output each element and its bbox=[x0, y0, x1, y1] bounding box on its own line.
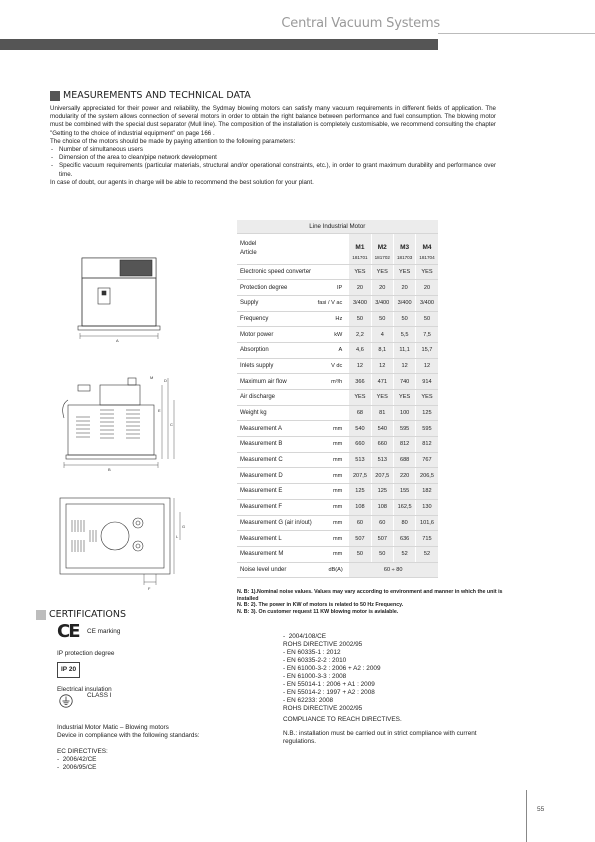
row-label: Motor power bbox=[237, 327, 315, 343]
row-value: 5,5 bbox=[393, 327, 415, 343]
row-value: YES bbox=[393, 390, 415, 406]
row-value: 471 bbox=[371, 374, 393, 390]
list-item: - 2004/108/CE bbox=[283, 633, 326, 640]
row-value: 12 bbox=[349, 358, 371, 374]
row-label: Weight kg bbox=[237, 405, 315, 421]
row-unit: mm bbox=[315, 421, 349, 437]
row-label: Measurement D bbox=[237, 468, 315, 484]
noise-value: 60 ÷ 80 bbox=[349, 562, 438, 578]
parameter-list bbox=[50, 146, 496, 179]
table-row bbox=[237, 546, 438, 562]
table-row bbox=[237, 295, 438, 311]
list-item: - Specific vacuum requirements (particular materials, structural and/or operational constraints, etc.), in order to grant maximum durability and performance over time. bbox=[50, 162, 496, 178]
table-notes bbox=[237, 589, 507, 616]
table-row bbox=[237, 405, 438, 421]
row-value: 81 bbox=[371, 405, 393, 421]
spec-table bbox=[237, 220, 438, 578]
note-2: N. B: 2). The power in KW of motors is related to 50 Hz Frequency. bbox=[237, 602, 404, 609]
row-value: 12 bbox=[371, 358, 393, 374]
row-value: 540 bbox=[371, 421, 393, 437]
row-value: 8,1 bbox=[371, 342, 393, 358]
row-value: 740 bbox=[393, 374, 415, 390]
row-unit: IP bbox=[315, 280, 349, 296]
intro-paragraph-3: In case of doubt, our agents in charge will be able to recommend the best solution for your plant. bbox=[50, 178, 314, 186]
row-unit: mm bbox=[315, 484, 349, 500]
row-label: Protection degree bbox=[237, 280, 315, 296]
model-header: M3 bbox=[393, 233, 415, 251]
row-value: 688 bbox=[393, 452, 415, 468]
table-row bbox=[237, 437, 438, 453]
noise-label: Noise level under bbox=[237, 562, 315, 578]
spec-table-caption: Line Industrial Motor bbox=[237, 220, 438, 233]
table-row bbox=[237, 280, 438, 296]
row-value: YES bbox=[393, 264, 415, 280]
row-value: 15,7 bbox=[416, 342, 438, 358]
model-header: M1 bbox=[349, 233, 371, 251]
motor-drawing bbox=[50, 240, 230, 595]
row-unit: mm bbox=[315, 452, 349, 468]
row-unit bbox=[315, 390, 349, 406]
row-unit: V dc bbox=[315, 358, 349, 374]
intro-text bbox=[50, 105, 496, 187]
certifications-right bbox=[283, 633, 498, 746]
row-unit: A bbox=[315, 342, 349, 358]
installation-note: N.B.: installation must be carried out in strict compliance with current regulations. bbox=[283, 730, 477, 745]
row-value: 207,5 bbox=[371, 468, 393, 484]
ec-title: EC DIRECTIVES: bbox=[57, 748, 108, 755]
row-label: Measurement C bbox=[237, 452, 315, 468]
row-label: Supply bbox=[237, 295, 315, 311]
row-unit: mm bbox=[315, 437, 349, 453]
row-unit: kW bbox=[315, 327, 349, 343]
row-value: 11,1 bbox=[393, 342, 415, 358]
row-value: 20 bbox=[393, 280, 415, 296]
ce-label: CE marking bbox=[87, 628, 121, 635]
row-value: 130 bbox=[416, 499, 438, 515]
row-value: YES bbox=[416, 390, 438, 406]
dim-label-d: D bbox=[164, 378, 167, 383]
row-value: 50 bbox=[349, 546, 371, 562]
row-value: 540 bbox=[349, 421, 371, 437]
row-label: Electronic speed converter bbox=[237, 264, 315, 280]
table-row bbox=[237, 311, 438, 327]
list-item: - Number of simultaneous users bbox=[50, 146, 496, 154]
noise-row bbox=[237, 562, 438, 578]
article-code: 181702 bbox=[371, 251, 393, 264]
row-unit bbox=[315, 405, 349, 421]
dim-label-b: B bbox=[108, 467, 111, 472]
list-item: - EN 55014-1 : 2006 + A1 : 2009 bbox=[283, 681, 375, 688]
row-label: Air discharge bbox=[237, 390, 315, 406]
row-label: Measurement B bbox=[237, 437, 315, 453]
certifications-heading bbox=[36, 609, 126, 620]
section-header-title: Central Vacuum Systems bbox=[281, 16, 440, 31]
noise-unit: dB(A) bbox=[315, 562, 349, 578]
page-number-rule bbox=[526, 790, 527, 842]
intro-paragraph-1: Universally appreciated for their power and reliability, the Sydmay blowing motors can satisfy many vacuum requirements in different fields of application. The modularity of the system allows connection of several motors in order to obtain the right balance between performance and fuel consumption. The blowing motor must be combined with the special dust separator (Mull line). The composition of the installation is completely customisable, we recommend consulting the chapter "Getting to the choice of industrial equipment" on page 166 . bbox=[50, 105, 496, 137]
row-value: YES bbox=[349, 264, 371, 280]
model-label: Model bbox=[240, 240, 257, 247]
row-unit: fasi / V ac bbox=[315, 295, 349, 311]
row-value: 52 bbox=[393, 546, 415, 562]
table-row bbox=[237, 327, 438, 343]
dim-label-l: L bbox=[176, 534, 179, 539]
row-value: 767 bbox=[416, 452, 438, 468]
list-item: - EN 60335-1 : 2012 bbox=[283, 649, 341, 656]
row-value: 206,5 bbox=[416, 468, 438, 484]
row-value: 20 bbox=[371, 280, 393, 296]
row-label: Measurement L bbox=[237, 531, 315, 547]
row-value: 513 bbox=[371, 452, 393, 468]
ce-mark-icon: CE bbox=[57, 621, 79, 642]
dim-label-m: M bbox=[150, 375, 154, 380]
insulation-class: CLASS I bbox=[87, 692, 112, 699]
row-value: 125 bbox=[416, 405, 438, 421]
row-value: 50 bbox=[393, 311, 415, 327]
model-header: M2 bbox=[371, 233, 393, 251]
row-label: Absorption bbox=[237, 342, 315, 358]
row-value: YES bbox=[371, 390, 393, 406]
list-item: - EN 62233: 2008 bbox=[283, 697, 334, 704]
dim-label-a: A bbox=[116, 338, 119, 343]
list-item: - 2006/95/CE bbox=[57, 764, 97, 771]
row-value: 812 bbox=[393, 437, 415, 453]
row-value: 68 bbox=[349, 405, 371, 421]
row-value: 20 bbox=[349, 280, 371, 296]
table-row bbox=[237, 390, 438, 406]
row-value: 595 bbox=[416, 421, 438, 437]
row-value: 182 bbox=[416, 484, 438, 500]
row-value: 50 bbox=[416, 311, 438, 327]
row-value: 366 bbox=[349, 374, 371, 390]
row-value: 125 bbox=[371, 484, 393, 500]
table-row bbox=[237, 264, 438, 280]
ip-badge: IP 20 bbox=[57, 662, 80, 678]
dim-label-c: C bbox=[170, 422, 173, 427]
row-unit: m³/h bbox=[315, 374, 349, 390]
table-row bbox=[237, 374, 438, 390]
device-text: Device in compliance with the following standards: bbox=[57, 732, 200, 739]
header-rule bbox=[438, 33, 595, 34]
row-label: Measurement E bbox=[237, 484, 315, 500]
article-code: 181701 bbox=[349, 251, 371, 264]
article-label: Article bbox=[240, 249, 257, 256]
note-1: N. B: 1).Nominal noise values. Values may vary according to environment and manner in which the unit is installed bbox=[237, 589, 503, 602]
row-value: 513 bbox=[349, 452, 371, 468]
model-article-labels bbox=[237, 233, 349, 264]
table-row bbox=[237, 468, 438, 484]
insulation-title: Electrical insulation bbox=[57, 686, 112, 693]
motor-title: Industrial Motor Matic – Blowing motors bbox=[57, 724, 169, 731]
row-value: 660 bbox=[349, 437, 371, 453]
table-row bbox=[237, 421, 438, 437]
row-value: 101,6 bbox=[416, 515, 438, 531]
row-value: 3/400 bbox=[349, 295, 371, 311]
header-bar bbox=[0, 39, 438, 50]
technical-drawings bbox=[50, 240, 230, 595]
ce-marking-row bbox=[57, 621, 257, 642]
list-item: - EN 61000-3-2 : 2006 + A2 : 2009 bbox=[283, 665, 381, 672]
heading-square-icon bbox=[36, 610, 46, 620]
row-value: YES bbox=[371, 264, 393, 280]
rohs-title: ROHS DIRECTIVE 2002/95 bbox=[283, 641, 363, 648]
row-unit: Hz bbox=[315, 311, 349, 327]
row-value: 595 bbox=[393, 421, 415, 437]
row-label: Measurement F bbox=[237, 499, 315, 515]
row-value: 636 bbox=[393, 531, 415, 547]
row-value: 12 bbox=[393, 358, 415, 374]
reach-text: COMPLIANCE TO REACH DIRECTIVES. bbox=[283, 716, 402, 723]
insulation-row bbox=[57, 694, 257, 708]
row-value: 7,5 bbox=[416, 327, 438, 343]
row-value: 207,5 bbox=[349, 468, 371, 484]
row-unit: mm bbox=[315, 499, 349, 515]
dim-label-g: G bbox=[182, 524, 186, 529]
row-label: Measurement G (air in/out) bbox=[237, 515, 315, 531]
article-code: 181704 bbox=[416, 251, 438, 264]
row-value: 125 bbox=[349, 484, 371, 500]
row-unit bbox=[315, 264, 349, 280]
row-value: 2,2 bbox=[349, 327, 371, 343]
table-row bbox=[237, 515, 438, 531]
rohs-title-2: ROHS DIRECTIVE 2002/95 bbox=[283, 705, 363, 712]
row-value: 3/400 bbox=[393, 295, 415, 311]
row-value: 20 bbox=[416, 280, 438, 296]
row-value: 108 bbox=[371, 499, 393, 515]
row-value: 52 bbox=[416, 546, 438, 562]
table-row bbox=[237, 531, 438, 547]
row-value: 4 bbox=[371, 327, 393, 343]
row-value: 4,6 bbox=[349, 342, 371, 358]
certifications-title: CERTIFICATIONS bbox=[49, 609, 127, 620]
intro-paragraph-2: The choice of the motors should be made by paying attention to the following parameters: bbox=[50, 137, 296, 145]
row-value: 50 bbox=[371, 546, 393, 562]
list-item: - EN 60335-2-2 : 2010 bbox=[283, 657, 347, 664]
row-label: Maximum air flow bbox=[237, 374, 315, 390]
row-value: 100 bbox=[393, 405, 415, 421]
list-item: - EN 61000-3-3 : 2008 bbox=[283, 673, 347, 680]
ip-title: IP protection degree bbox=[57, 650, 115, 657]
article-code: 181703 bbox=[393, 251, 415, 264]
spec-rows bbox=[237, 264, 438, 562]
row-value: 914 bbox=[416, 374, 438, 390]
page-number: 55 bbox=[537, 806, 545, 813]
certifications-left bbox=[57, 621, 257, 772]
row-value: 50 bbox=[371, 311, 393, 327]
row-value: 812 bbox=[416, 437, 438, 453]
row-value: 60 bbox=[371, 515, 393, 531]
row-value: 60 bbox=[349, 515, 371, 531]
row-value: 3/400 bbox=[416, 295, 438, 311]
table-row bbox=[237, 452, 438, 468]
row-unit: mm bbox=[315, 531, 349, 547]
table-row bbox=[237, 342, 438, 358]
table-row bbox=[237, 499, 438, 515]
row-value: 220 bbox=[393, 468, 415, 484]
row-value: 660 bbox=[371, 437, 393, 453]
row-value: 507 bbox=[349, 531, 371, 547]
row-label: Measurement A bbox=[237, 421, 315, 437]
note-3: N. B: 3). On customer request 11 KW blowing motor is avialable. bbox=[237, 609, 399, 616]
row-value: 715 bbox=[416, 531, 438, 547]
row-value: 80 bbox=[393, 515, 415, 531]
table-row bbox=[237, 484, 438, 500]
row-unit: mm bbox=[315, 468, 349, 484]
measurements-title: MEASUREMENTS AND TECHNICAL DATA bbox=[63, 90, 251, 101]
row-value: 108 bbox=[349, 499, 371, 515]
row-value: 12 bbox=[416, 358, 438, 374]
row-value: 3/400 bbox=[371, 295, 393, 311]
row-label: Measurement M bbox=[237, 546, 315, 562]
list-item: - Dimension of the area to clean/pipe network development bbox=[50, 154, 496, 162]
measurements-heading bbox=[50, 90, 251, 101]
dim-label-e: E bbox=[158, 408, 161, 413]
row-value: YES bbox=[416, 264, 438, 280]
row-value: 507 bbox=[371, 531, 393, 547]
table-row bbox=[237, 358, 438, 374]
list-item: - EN 55014-2 : 1997 + A2 : 2008 bbox=[283, 689, 375, 696]
row-unit: mm bbox=[315, 546, 349, 562]
list-item: - 2006/42/CE bbox=[57, 756, 97, 763]
ground-symbol-icon bbox=[59, 694, 73, 708]
model-header: M4 bbox=[416, 233, 438, 251]
row-value: YES bbox=[349, 390, 371, 406]
heading-square-icon bbox=[50, 91, 60, 101]
row-label: Inlets supply bbox=[237, 358, 315, 374]
dim-label-f: F bbox=[148, 586, 151, 591]
row-value: 162,5 bbox=[393, 499, 415, 515]
row-value: 155 bbox=[393, 484, 415, 500]
row-label: Frequency bbox=[237, 311, 315, 327]
row-unit: mm bbox=[315, 515, 349, 531]
row-value: 50 bbox=[349, 311, 371, 327]
